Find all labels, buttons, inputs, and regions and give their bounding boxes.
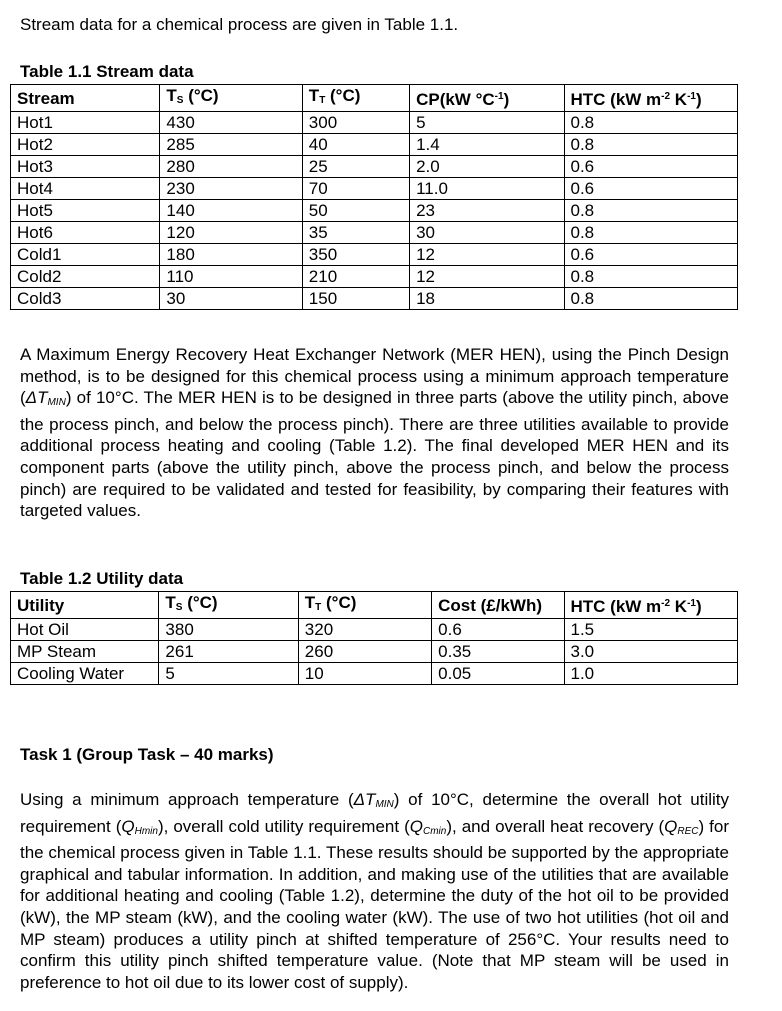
- table1-caption: Table 1.1 Stream data: [20, 62, 194, 81]
- header-htc: HTC (kW $m^{-2}$ $K^{-1}$): [564, 592, 738, 619]
- stream-row: [11, 200, 738, 222]
- header-htc: HTC (kW $m^{-2}$ $K^{-1}$): [564, 85, 738, 112]
- table-cell: 0.8: [564, 200, 738, 222]
- table-cell: 230: [160, 178, 302, 200]
- table-cell: 0.8: [564, 288, 738, 310]
- header-cost: Cost (£/kWh): [432, 592, 564, 619]
- task-heading: Task 1 (Group Task – 40 marks): [20, 745, 274, 764]
- header-ts: $T_S$ (°C): [159, 592, 298, 619]
- table-cell: 5: [410, 112, 564, 134]
- intro-text: Stream data for a chemical process are given in Table 1.1.: [20, 15, 459, 34]
- stream-row: [11, 266, 738, 288]
- utility-row: [11, 663, 738, 685]
- table-cell: Hot6: [11, 222, 160, 244]
- table-cell: 430: [160, 112, 302, 134]
- table-cell: Hot3: [11, 156, 160, 178]
- table-cell: 140: [160, 200, 302, 222]
- table-cell: 2.0: [410, 156, 564, 178]
- utility-data-table: [10, 591, 738, 685]
- table-cell: 50: [302, 200, 409, 222]
- table-cell: 3.0: [564, 641, 738, 663]
- table-cell: 1.5: [564, 619, 738, 641]
- table-cell: 0.8: [564, 222, 738, 244]
- table-cell: Cold1: [11, 244, 160, 266]
- utility-row: [11, 641, 738, 663]
- table-cell: 320: [298, 619, 431, 641]
- table-cell: 260: [298, 641, 431, 663]
- table-cell: MP Steam: [11, 641, 159, 663]
- table-cell: 180: [160, 244, 302, 266]
- design-description-paragraph: A Maximum Energy Recovery Heat Exchanger Network (MER HEN), using the Pinch Design method, is to be designed for this chemical process using a minimum approach temperature $(\Delta T_{MIN})$ of 10°C. The MER HEN is to be designed in three parts (above the utility pinch, above the process pinch, and below the process pinch). There are three utilities available to provide additional process heating and cooling (Table 1.2). The final developed MER HEN and its component parts (above the utility pinch, above the process pinch, and below the process pinch) are required to be validated and tested for feasibility, by comparing their features with targeted values.: [20, 345, 729, 521]
- stream-row: [11, 288, 738, 310]
- header-tt: $T_T$ (°C): [302, 85, 409, 112]
- stream-row: [11, 156, 738, 178]
- table-cell: 5: [159, 663, 298, 685]
- table-cell: 0.05: [432, 663, 564, 685]
- table-cell: 280: [160, 156, 302, 178]
- table-cell: 0.8: [564, 266, 738, 288]
- table2-header-row: [11, 592, 738, 619]
- stream-row: [11, 112, 738, 134]
- table-cell: Hot2: [11, 134, 160, 156]
- table-cell: 0.6: [564, 244, 738, 266]
- utility-row: [11, 619, 738, 641]
- table-cell: 40: [302, 134, 409, 156]
- stream-row: [11, 178, 738, 200]
- table2-caption: Table 1.2 Utility data: [20, 569, 184, 588]
- table-cell: 0.6: [564, 156, 738, 178]
- table-cell: 0.8: [564, 112, 738, 134]
- table-cell: 110: [160, 266, 302, 288]
- table-cell: Hot1: [11, 112, 160, 134]
- table-cell: 23: [410, 200, 564, 222]
- table-cell: Hot Oil: [11, 619, 159, 641]
- table-cell: 12: [410, 266, 564, 288]
- table-cell: 380: [159, 619, 298, 641]
- header-utility: Utility: [11, 592, 159, 619]
- table-cell: Hot4: [11, 178, 160, 200]
- stream-row: [11, 244, 738, 266]
- table-cell: 0.8: [564, 134, 738, 156]
- header-stream: Stream: [11, 85, 160, 112]
- document-page: [17, 14, 730, 992]
- table-cell: Cooling Water: [11, 663, 159, 685]
- header-tt: $T_T$ (°C): [298, 592, 431, 619]
- table-cell: Cold3: [11, 288, 160, 310]
- table-cell: 18: [410, 288, 564, 310]
- table-cell: 12: [410, 244, 564, 266]
- table-cell: Hot5: [11, 200, 160, 222]
- table-cell: 11.0: [410, 178, 564, 200]
- table-cell: 10: [298, 663, 431, 685]
- stream-row: [11, 134, 738, 156]
- table-cell: 285: [160, 134, 302, 156]
- table1-header-row: [11, 85, 738, 112]
- header-cp: CP(kW $^\circ C^{-1}$): [410, 85, 564, 112]
- table-cell: 30: [410, 222, 564, 244]
- table-cell: 0.35: [432, 641, 564, 663]
- table-cell: 30: [160, 288, 302, 310]
- table-cell: 210: [302, 266, 409, 288]
- header-ts: $T_S$ (°C): [160, 85, 302, 112]
- table-cell: 25: [302, 156, 409, 178]
- table-cell: 0.6: [564, 178, 738, 200]
- table-cell: 350: [302, 244, 409, 266]
- stream-row: [11, 222, 738, 244]
- table-cell: 70: [302, 178, 409, 200]
- table-cell: 150: [302, 288, 409, 310]
- table-cell: 300: [302, 112, 409, 134]
- table-cell: 1.4: [410, 134, 564, 156]
- task-description-paragraph: Using a minimum approach temperature $(\Delta T_{MIN})$ of 10°C, determine the overall hot utility requirement $(Q_{Hmin})$, overall cold utility requirement $(Q_{Cmin})$, and overall heat recovery $(Q_{REC})$ for the chemical process given in Table 1.1. These results should be supported by the appropriate graphical and tabular information. In addition, and making use of the utilities that are available for additional heating and cooling (Table 1.2), determine the duty of the hot oil to be provided (kW), the MP steam (kW), and the cooling water (kW). The use of two hot utilities (hot oil and MP steam) produces a utility pinch at shifted temperature of 256°C. Your results need to confirm this utility pinch shifted temperature value. (Note that MP steam will be used in preference to hot oil due to its lower cost of supply).: [20, 790, 730, 992]
- table-cell: 0.6: [432, 619, 564, 641]
- stream-data-table: [10, 84, 738, 310]
- table-cell: 261: [159, 641, 298, 663]
- table-cell: 120: [160, 222, 302, 244]
- table-cell: 1.0: [564, 663, 738, 685]
- table-cell: 35: [302, 222, 409, 244]
- table-cell: Cold2: [11, 266, 160, 288]
